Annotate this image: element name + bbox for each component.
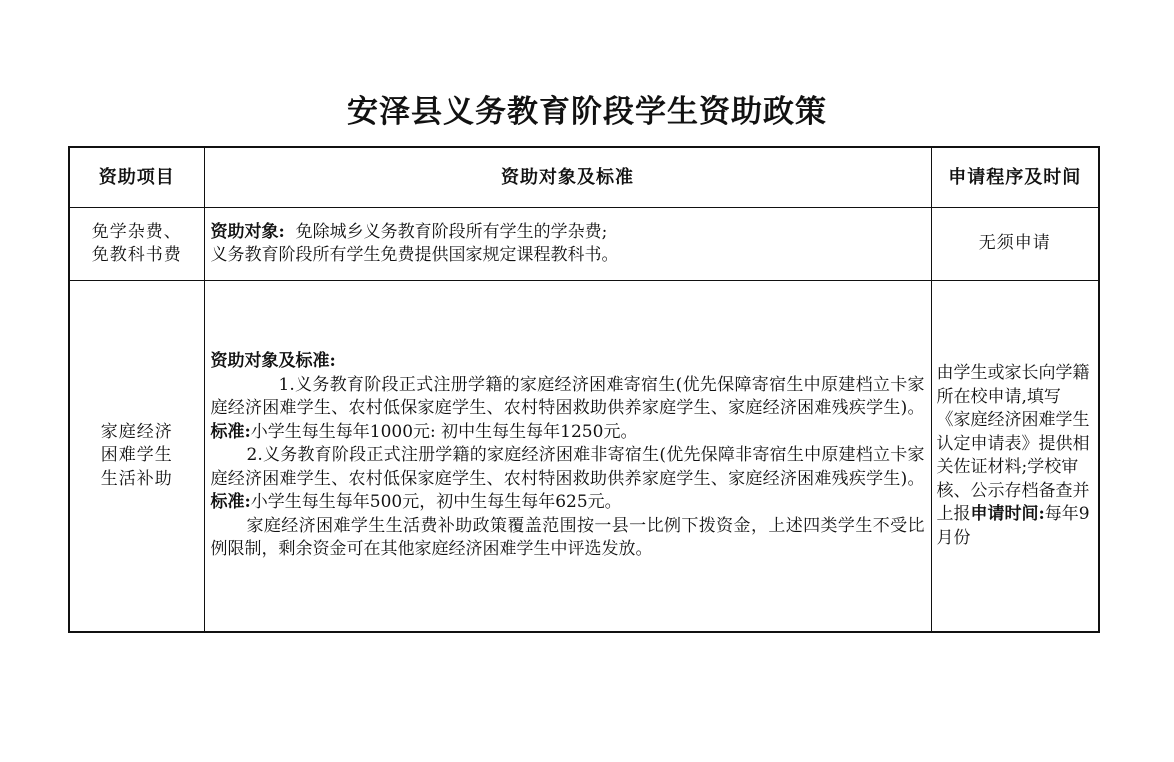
row1-standard-cell	[204, 208, 931, 281]
row2-std-label: 资助对象及标准:	[210, 351, 336, 372]
row2-item-line: 困难学生	[100, 445, 173, 466]
row2-item-line: 家庭经济	[100, 421, 173, 442]
row1-item-line: 免教科书费	[91, 245, 182, 265]
row1-item-cell	[69, 208, 204, 281]
row2-paragraph-1	[211, 374, 925, 445]
row2-paragraph-3: 家庭经济困难学生生活费补助政策覆盖范围按一县一比例下拨资金，上述四类学生不受比例限制，剩余资金可在其他家庭经济困难学生中评选发放。	[210, 515, 925, 560]
table-row	[69, 281, 1099, 633]
row2-p1-text: 1.义务教育阶段正式注册学籍的家庭经济困难寄宿生(优先保障寄宿生中原建档立卡家庭经济困难学生、农村低保家庭学生、农村特困救助供养家庭学生、家庭经济困难残疾学生)。	[210, 374, 925, 419]
row2-p2-std-text: 小学生每生每年500元，初中生每生每年625元。	[250, 492, 622, 513]
header-procedure: 申请程序及时间	[931, 147, 1099, 208]
row2-paragraph-2	[211, 444, 925, 515]
row2-p1-std-text: 小学生每生每年1000元: 初中生每生每年1250元。	[250, 421, 638, 442]
row1-std-text: 免除城乡义务教育阶段所有学生的学杂费;	[295, 221, 608, 242]
table-header-row	[69, 147, 1099, 208]
row1-std-label: 资助对象:	[210, 221, 285, 242]
row2-p2-text: 2.义务教育阶段正式注册学籍的家庭经济困难非寄宿生(优先保障非寄宿生中原建档立卡家庭经济困难学生、农村低保家庭学生、农村特困救助供养家庭学生、家庭经济困难残疾学生)。	[210, 445, 925, 489]
row2-p1-std-label: 标准:	[210, 421, 251, 442]
header-item: 资助项目	[69, 147, 204, 208]
row1-procedure-text: 无须申请	[978, 233, 1051, 254]
row2-proc-time-label: 申请时间:	[970, 504, 1045, 524]
page-title: 安泽县义务教育阶段学生资助政策	[347, 94, 827, 130]
row2-standard-cell	[204, 281, 931, 633]
policy-table	[68, 146, 1100, 633]
row2-procedure-cell	[931, 281, 1099, 633]
table-row	[69, 208, 1099, 281]
header-standard: 资助对象及标准	[204, 147, 931, 208]
row2-p2-std-label: 标准:	[210, 492, 251, 513]
row2-item-cell	[69, 281, 204, 633]
row1-item-line: 免学杂费、	[91, 221, 182, 242]
row1-std-text: 义务教育阶段所有学生免费提供国家规定课程教科书。	[210, 245, 619, 265]
row2-item-line: 生活补助	[100, 468, 173, 489]
row1-procedure-cell	[931, 208, 1099, 281]
row2-proc-text: 由学生或家长向学籍所在校申请,填写《家庭经济困难学生认定申请表》提供相关佐证材料;学校审核、公示存档备查并上报	[936, 363, 1090, 524]
row2-proc-time-text: 每年9月份	[936, 504, 1090, 548]
